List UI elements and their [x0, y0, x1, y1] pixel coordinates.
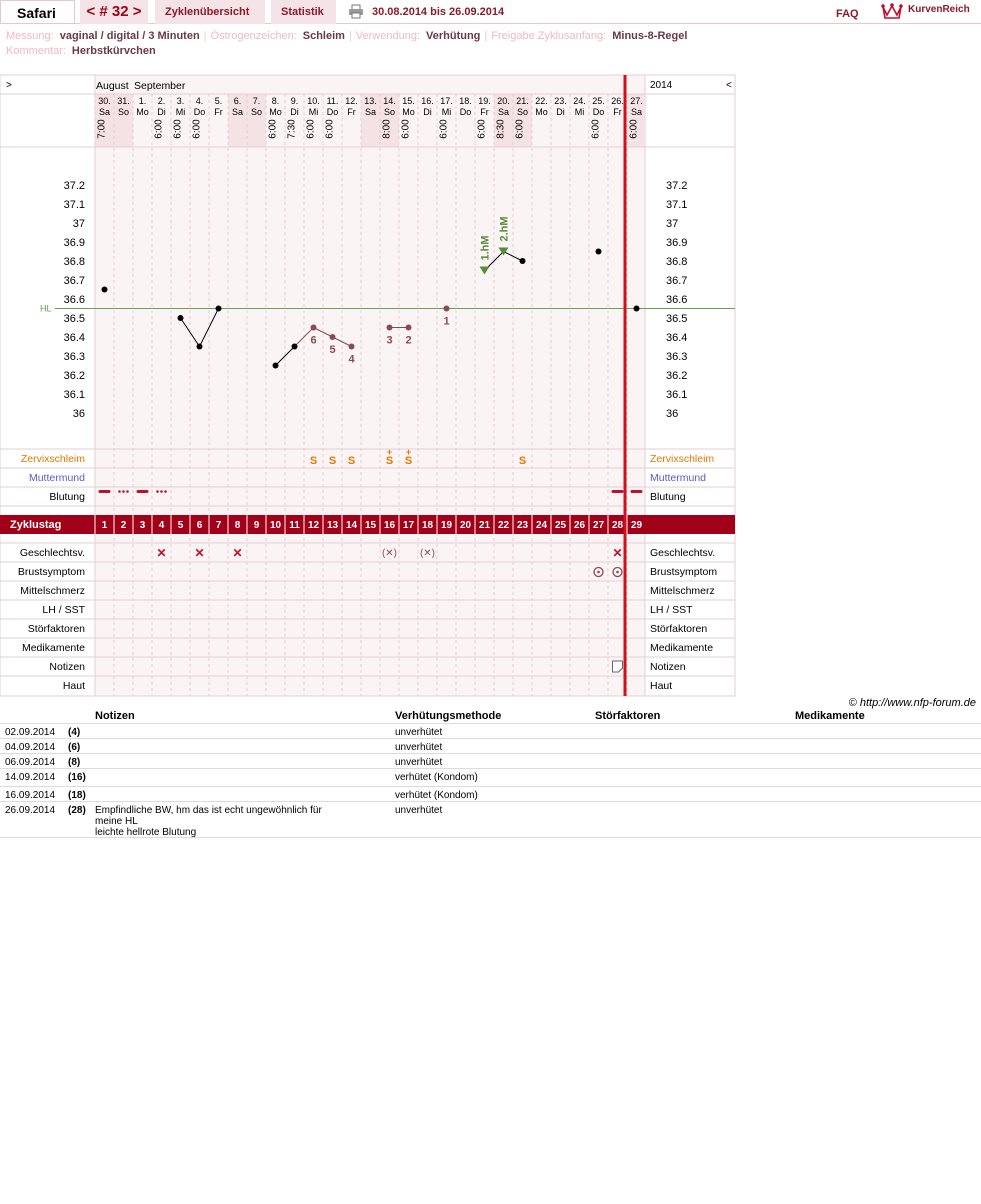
notes-table-row	[0, 754, 981, 769]
day-date: 11.	[326, 96, 339, 106]
note-method: unverhütet	[395, 742, 443, 753]
lower-temp-point	[330, 334, 336, 340]
measure-time: 6:00	[400, 119, 412, 139]
separator: |	[484, 30, 488, 42]
measure-time: 6:00	[191, 119, 203, 139]
temp-tick: 36	[72, 408, 85, 420]
note-method: unverhütet	[395, 727, 443, 738]
day-date: 19.	[478, 96, 491, 106]
temp-tick-right: 37	[666, 218, 679, 230]
notes-table-row	[0, 769, 981, 787]
temp-tick-right: 36.7	[666, 275, 688, 287]
day-weekday: Mi	[308, 107, 319, 117]
protected-intercourse-marker: (✕)	[419, 548, 436, 559]
row-label-right-sex: Geschlechtsv.	[650, 547, 716, 559]
measure-time: 7:00	[96, 119, 108, 139]
measure-time: 6:00	[514, 119, 526, 139]
cervix-mucus-plus: +	[405, 447, 412, 457]
cycle-day-number: 23	[516, 520, 529, 531]
lower-temp-label: 5	[329, 344, 336, 356]
bleeding-spot-marker	[118, 490, 121, 493]
temp-tick-right: 36	[666, 408, 679, 420]
intercourse-marker: ✕	[194, 546, 205, 560]
scroll-right-arrow: <	[726, 80, 732, 91]
scroll-left-arrow: >	[6, 80, 12, 91]
meta-label-usage: Verwendung:	[355, 30, 421, 42]
lower-temp-point	[406, 325, 412, 331]
day-weekday: Di	[556, 107, 565, 117]
app-title: Safari	[0, 0, 75, 24]
meta-label-measurement: Messung:	[6, 30, 54, 42]
cervix-mucus-marker: S	[518, 455, 527, 467]
day-date: 7.	[252, 96, 261, 106]
temp-tick: 37.2	[63, 180, 85, 192]
day-date: 13.	[364, 96, 377, 106]
bleeding-heavy-marker	[99, 490, 111, 493]
note-cycle-day: (4)	[68, 727, 81, 738]
cervix-mucus-plus: +	[386, 447, 393, 457]
row-label-disturb: Störfaktoren	[27, 623, 85, 635]
notes-header-disturb: Störfaktoren	[595, 710, 661, 722]
cycle-day-number: 10	[269, 520, 282, 531]
row-label-right-notes: Notizen	[650, 661, 686, 673]
lower-temp-label: 2	[405, 334, 412, 347]
cycle-day-number: 7	[215, 520, 222, 531]
row-label-right-lh: LH / SST	[650, 604, 693, 616]
row-label-right-mumu: Muttermund	[650, 472, 707, 484]
note-date: 16.09.2014	[5, 790, 56, 801]
temp-point	[197, 344, 203, 350]
cycle-day-number: 13	[326, 520, 339, 531]
note-date: 14.09.2014	[5, 772, 56, 783]
cycle-day-number: 24	[535, 520, 548, 531]
meta-value-estrogen: Schleim	[302, 30, 345, 42]
day-weekday: Mi	[574, 107, 585, 117]
day-weekday: Do	[459, 107, 472, 117]
higher-temp-label: 2.hM	[498, 216, 511, 242]
temp-tick-right: 37.1	[666, 199, 688, 211]
lower-temp-label: 6	[310, 334, 317, 347]
day-weekday: Sa	[364, 107, 377, 117]
temp-tick-right: 36.8	[666, 256, 688, 268]
day-date: 2.	[157, 96, 166, 106]
row-label-lh: LH / SST	[42, 604, 85, 616]
temp-tick-right: 36.2	[666, 370, 688, 382]
note-date: 26.09.2014	[5, 805, 56, 816]
temp-point	[178, 315, 184, 321]
measure-time: 6:00	[324, 119, 336, 139]
bleeding-spot-marker	[156, 490, 159, 493]
day-date: 21.	[516, 96, 529, 106]
day-date: 6.	[233, 96, 242, 106]
temp-point	[596, 249, 602, 255]
day-date: 30.	[98, 96, 111, 106]
day-weekday: Di	[423, 107, 432, 117]
day-date: 10.	[307, 96, 320, 106]
cervix-mucus-marker: S	[347, 455, 356, 467]
breast-symptom-dot	[616, 571, 619, 574]
cycle-day-number: 15	[364, 520, 377, 531]
notes-table-row	[0, 739, 981, 754]
day-weekday: So	[516, 107, 529, 117]
day-weekday: Mo	[269, 107, 282, 117]
lower-temp-label: 1	[443, 315, 450, 328]
year-label: 2014	[650, 80, 673, 91]
meta-value-release: Minus-8-Regel	[612, 30, 688, 42]
row-label-mumu: Muttermund	[28, 472, 85, 484]
lower-temp-point	[387, 325, 393, 331]
cycle-day-number: 19	[440, 520, 453, 531]
cycle-day-number: 16	[383, 520, 396, 531]
temp-tick: 36.2	[63, 370, 85, 382]
cycle-day-number: 26	[573, 520, 586, 531]
meta-label-estrogen: Östrogenzeichen:	[210, 30, 297, 42]
day-date: 15.	[402, 96, 415, 106]
tab-cycle-overview[interactable]: Zyklenübersicht	[155, 0, 265, 24]
measure-time: 6:00	[628, 119, 640, 139]
day-date: 12.	[345, 96, 358, 106]
cycle-day-number: 14	[345, 520, 358, 531]
higher-temp-label: 1.hM	[479, 235, 492, 261]
bleeding-heavy-marker	[137, 490, 149, 493]
cycle-day-label: Zyklustag	[10, 519, 62, 531]
temp-tick: 36.7	[63, 275, 85, 287]
meta-value-measurement: vaginal / digital / 3 Minuten	[59, 30, 200, 42]
cycle-day-number: 21	[478, 520, 491, 531]
day-date: 22.	[535, 96, 548, 106]
day-date: 4.	[195, 96, 204, 106]
day-weekday: Sa	[231, 107, 244, 117]
cervix-mucus-marker: S	[404, 455, 413, 467]
cervix-mucus-marker: S	[385, 455, 394, 467]
day-weekday: Fr	[214, 107, 223, 117]
note-method: verhütet (Kondom)	[395, 772, 478, 783]
logo-text: KurvenReich	[908, 4, 970, 15]
day-weekday: Mo	[136, 107, 149, 117]
day-date: 8.	[271, 96, 280, 106]
bleeding-heavy-marker	[612, 490, 624, 493]
meta-label-comment: Kommentar:	[6, 45, 66, 57]
measure-time: 6:00	[267, 119, 279, 139]
cycle-navigation[interactable]: < # 32 >	[80, 0, 148, 24]
lower-temp-point	[444, 306, 450, 312]
temp-point	[273, 363, 279, 369]
cycle-day-number: 9	[253, 520, 260, 531]
cycle-day-number: 28	[611, 520, 624, 531]
meta-value-usage: Verhütung	[426, 30, 481, 42]
right-label-column	[645, 75, 735, 696]
measure-time: 6:00	[172, 119, 184, 139]
cycle-day-number: 17	[402, 520, 415, 531]
lower-temp-label: 4	[348, 353, 355, 366]
breast-symptom-dot	[597, 571, 600, 574]
faq-link[interactable]: FAQ	[836, 8, 859, 20]
cycle-day-number: 1	[101, 520, 108, 531]
row-label-cervix: Zervixschleim	[20, 453, 85, 465]
cycle-day-number: 4	[158, 520, 165, 531]
notes-table-row	[0, 787, 981, 802]
day-weekday: So	[250, 107, 263, 117]
notes-header-notes: Notizen	[95, 710, 135, 722]
intercourse-marker: ✕	[156, 546, 167, 560]
separator: |	[348, 30, 352, 42]
day-date: 3.	[176, 96, 185, 106]
intercourse-marker: ✕	[612, 546, 623, 560]
day-date: 9.	[290, 96, 299, 106]
cycle-day-number: 8	[234, 520, 241, 531]
bleeding-spot-marker	[164, 490, 167, 493]
temp-point	[520, 258, 526, 264]
note-cycle-day: (16)	[68, 772, 86, 783]
cycle-day-number: 12	[307, 520, 320, 531]
notes-table-row	[0, 802, 981, 838]
month-label-september: September	[134, 80, 186, 92]
notes-table-row	[0, 724, 981, 739]
row-label-right-breast: Brustsymptom	[650, 566, 718, 578]
cycle-day-number: 3	[139, 520, 146, 531]
cycle-day-number: 20	[459, 520, 472, 531]
row-label-right-midpain: Mittelschmerz	[650, 585, 715, 597]
cycle-day-number: 18	[421, 520, 434, 531]
day-weekday: Di	[290, 107, 299, 117]
temp-point	[634, 306, 640, 312]
cervix-mucus-marker: S	[309, 455, 318, 467]
day-weekday: Sa	[630, 107, 643, 117]
row-label-breast: Brustsymptom	[17, 566, 85, 578]
cycle-day-number: 6	[196, 520, 203, 531]
separator: |	[203, 30, 207, 42]
intercourse-marker: ✕	[232, 546, 243, 560]
cycle-day-number: 25	[554, 520, 567, 531]
temp-tick: 37	[72, 218, 85, 230]
cycle-day-number: 2	[120, 520, 127, 531]
meta-label-release: Freigabe Zyklusanfang:	[491, 30, 607, 42]
day-weekday: Fr	[480, 107, 489, 117]
temp-tick: 36.6	[63, 294, 85, 306]
temp-tick-right: 36.9	[666, 237, 688, 249]
note-cycle-day: (8)	[68, 757, 81, 768]
day-date: 20.	[497, 96, 510, 106]
row-label-right-skin: Haut	[650, 680, 673, 692]
row-label-notes: Notizen	[49, 661, 85, 673]
temp-tick-right: 37.2	[666, 180, 688, 192]
row-label-right-meds: Medikamente	[650, 642, 714, 654]
row-label-skin: Haut	[62, 680, 85, 692]
day-date: 25.	[592, 96, 605, 106]
copyright: © http://www.nfp-forum.de	[848, 697, 976, 709]
temp-point	[292, 344, 298, 350]
temp-tick-right: 36.3	[666, 351, 688, 363]
meta-value-comment: Herbstkürvchen	[71, 45, 156, 57]
measure-time: 7:30	[286, 119, 298, 139]
row-label-bleeding: Blutung	[49, 491, 85, 503]
note-text: Empfindliche BW, hm das ist echt ungewöhnlich für meine HL leichte hellrote Blutung	[95, 805, 322, 838]
day-date: 16.	[421, 96, 434, 106]
day-date: 14.	[383, 96, 396, 106]
day-date: 31.	[117, 96, 130, 106]
day-date: 27.	[630, 96, 643, 106]
cycle-day-number: 5	[177, 520, 184, 531]
measure-time: 8:30	[495, 119, 507, 139]
day-weekday: Do	[326, 107, 339, 117]
note-method: unverhütet	[395, 757, 443, 768]
bleeding-spot-marker	[126, 490, 129, 493]
temp-tick-right: 36.5	[666, 313, 688, 325]
temp-tick: 36.4	[63, 332, 85, 344]
temp-tick: 36.9	[63, 237, 85, 249]
month-label-august: August	[96, 80, 129, 92]
row-label-midpain: Mittelschmerz	[20, 585, 85, 597]
measure-time: 6:00	[476, 119, 488, 139]
day-weekday: Sa	[98, 107, 111, 117]
day-date: 5.	[214, 96, 223, 106]
temp-tick: 37.1	[63, 199, 85, 211]
measure-time: 6:00	[153, 119, 165, 139]
label-column	[0, 75, 95, 696]
day-weekday: Do	[193, 107, 206, 117]
day-weekday: Mo	[535, 107, 548, 117]
coverline-label: HL	[40, 303, 52, 314]
bleeding-spot-marker	[122, 490, 125, 493]
day-weekday: Sa	[497, 107, 510, 117]
temp-tick-right: 36.4	[666, 332, 688, 344]
temp-tick: 36.8	[63, 256, 85, 268]
cervix-mucus-marker: S	[328, 455, 337, 467]
note-cycle-day: (6)	[68, 742, 81, 753]
cycle-day-number: 27	[592, 520, 605, 531]
row-label-right-bleeding: Blutung	[650, 491, 686, 503]
measure-time: 6:00	[438, 119, 450, 139]
day-date: 23.	[554, 96, 567, 106]
temp-tick-right: 36.6	[666, 294, 688, 306]
bleeding-heavy-marker	[631, 490, 643, 493]
protected-intercourse-marker: (✕)	[381, 548, 398, 559]
day-weekday: So	[383, 107, 396, 117]
day-weekday: Mi	[175, 107, 186, 117]
temp-tick: 36.1	[63, 389, 85, 401]
note-method: verhütet (Kondom)	[395, 790, 478, 801]
day-weekday: Di	[157, 107, 166, 117]
temp-point	[102, 287, 108, 293]
lower-temp-point	[349, 344, 355, 350]
day-weekday: Mo	[402, 107, 415, 117]
day-weekday: Mi	[441, 107, 452, 117]
measure-time: 6:00	[590, 119, 602, 139]
lower-temp-point	[311, 325, 317, 331]
temp-point	[216, 306, 222, 312]
day-weekday: Do	[592, 107, 605, 117]
note-cycle-day: (28)	[68, 805, 86, 816]
notes-header-meds: Medikamente	[795, 710, 865, 722]
note-date: 02.09.2014	[5, 727, 56, 738]
tab-statistics[interactable]: Statistik	[271, 0, 336, 24]
day-date: 26.	[611, 96, 624, 106]
notes-header-method: Verhütungsmethode	[395, 710, 502, 722]
cycle-day-number: 29	[630, 520, 643, 531]
day-date: 1.	[138, 96, 147, 106]
note-cycle-day: (18)	[68, 790, 86, 801]
date-range: 30.08.2014 bis 26.09.2014	[372, 6, 505, 18]
measure-time: 6:00	[305, 119, 317, 139]
note-date: 06.09.2014	[5, 757, 56, 768]
note-date: 04.09.2014	[5, 742, 56, 753]
row-label-right-cervix: Zervixschleim	[650, 453, 715, 465]
bleeding-spot-marker	[160, 490, 163, 493]
lower-temp-label: 3	[386, 334, 393, 347]
day-weekday: So	[117, 107, 130, 117]
day-weekday: Fr	[613, 107, 622, 117]
row-label-sex: Geschlechtsv.	[19, 547, 85, 559]
day-date: 17.	[440, 96, 453, 106]
cycle-day-number: 11	[289, 520, 300, 531]
temp-tick: 36.3	[63, 351, 85, 363]
day-date: 24.	[573, 96, 586, 106]
note-method: unverhütet	[395, 805, 443, 816]
row-label-meds: Medikamente	[21, 642, 85, 654]
temp-tick-right: 36.1	[666, 389, 688, 401]
day-date: 18.	[459, 96, 472, 106]
temp-tick: 36.5	[63, 313, 85, 325]
row-label-right-disturb: Störfaktoren	[650, 623, 708, 635]
day-weekday: Fr	[347, 107, 356, 117]
measure-time: 8:00	[381, 119, 393, 139]
cycle-day-number: 22	[497, 520, 510, 531]
